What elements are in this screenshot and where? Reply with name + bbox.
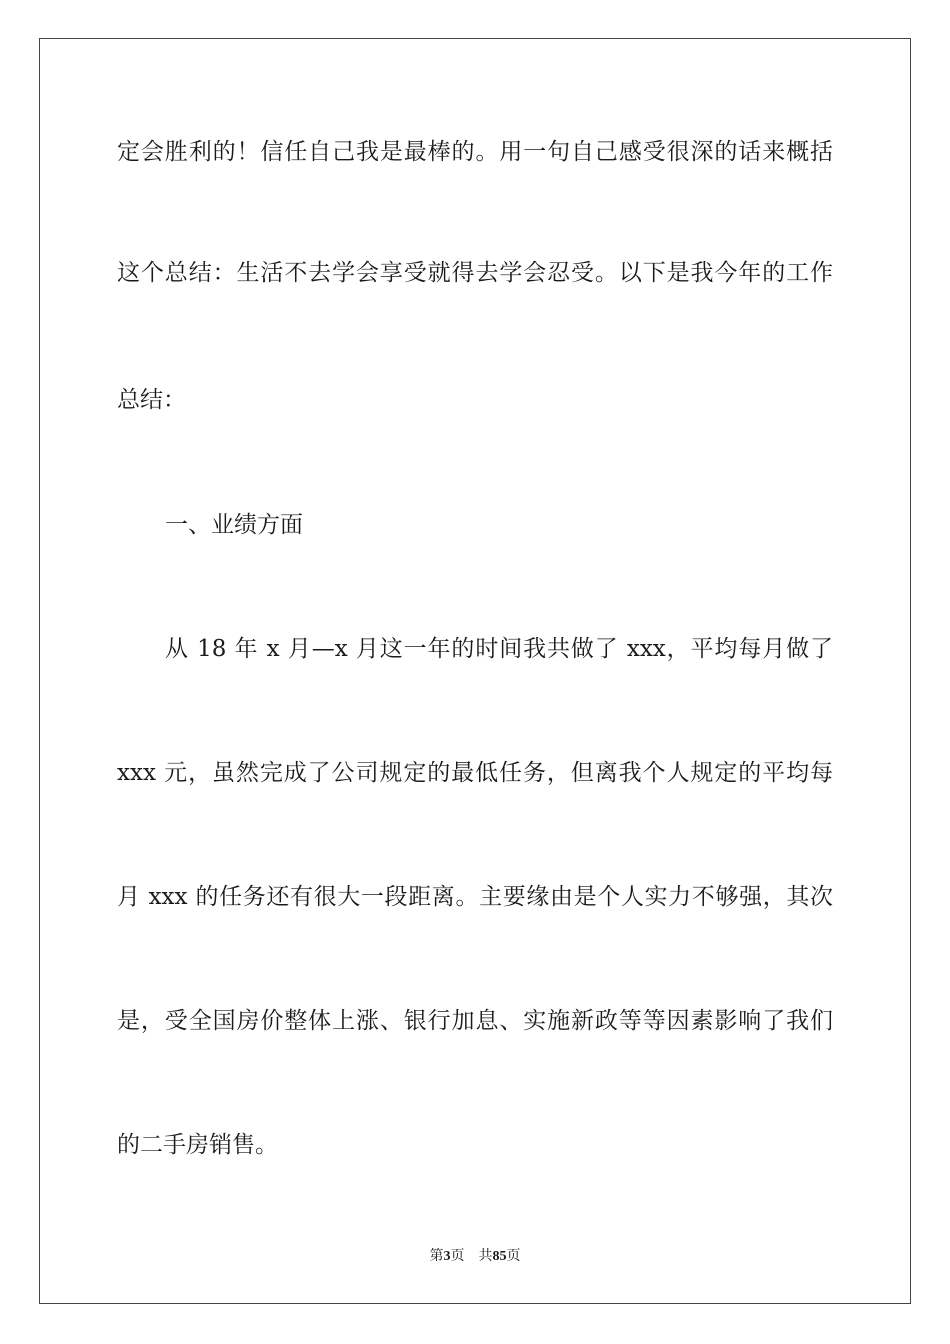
page-border	[39, 38, 911, 1304]
paragraph-line: xxx 元，虽然完成了公司规定的最低任务，但离我个人规定的平均每	[117, 760, 833, 786]
total-suffix: 页	[506, 1249, 521, 1264]
paragraph-line: 从 18 年 x 月—x 月这一年的时间我共做了 xxx，平均每月做了	[165, 636, 833, 662]
total-prefix: 共	[478, 1249, 493, 1264]
paragraph-line: 的二手房销售。	[117, 1132, 278, 1158]
page-prefix: 第	[429, 1249, 444, 1264]
paragraph-line: 这个总结：生活不去学会享受就得去学会忍受。以下是我今年的工作	[117, 260, 833, 286]
paragraph-line: 月 xxx 的任务还有很大一段距离。主要缘由是个人实力不够强，其次	[117, 884, 833, 910]
page-suffix: 页	[450, 1249, 465, 1264]
page-footer	[0, 1248, 950, 1266]
paragraph-line: 定会胜利的！信任自己我是最棒的。用一句自己感受很深的话来概括	[117, 139, 833, 165]
paragraph-line: 是，受全国房价整体上涨、银行加息、实施新政等等因素影响了我们	[117, 1008, 833, 1034]
total-pages: 85	[492, 1249, 507, 1264]
paragraph-line: 总结：	[117, 387, 186, 413]
page-number: 3	[443, 1249, 451, 1264]
section-heading: 一、业绩方面	[165, 512, 303, 538]
